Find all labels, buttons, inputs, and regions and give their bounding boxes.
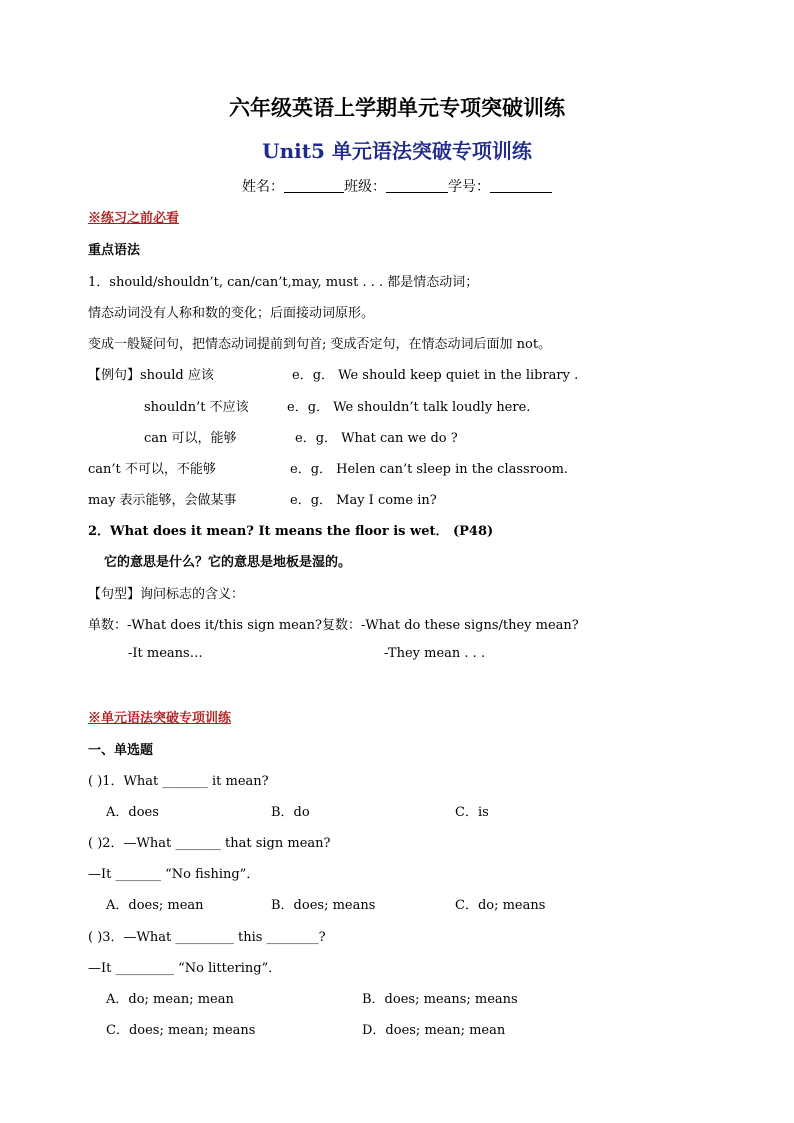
example-sentence: e．g． We should keep quiet in the library . <box>292 368 579 383</box>
page-subtitle: Unit5 单元语法突破专项训练 <box>262 139 532 163</box>
question-2: ( )2．—What _______ that sign mean? <box>88 836 331 851</box>
q1-option-b[interactable]: B．do <box>271 805 310 820</box>
plural-question: 复数：-What do these signs/they mean? <box>322 618 579 633</box>
example-word: shouldn’t 不应该 <box>144 400 249 415</box>
q3-option-b[interactable]: B．does; means; means <box>362 992 518 1007</box>
example-sentence: e．g． Helen can’t sleep in the classroom. <box>290 462 569 477</box>
grammar-line-1: 1．should/shouldn’t, can/can’t,may, must . . . 都是情态动词； <box>88 275 479 290</box>
singular-question: 单数：-What does it/this sign mean? <box>88 618 322 633</box>
question-1: ( )1．What _______ it mean? <box>88 774 269 789</box>
q2-option-b[interactable]: B．does; means <box>271 898 376 913</box>
example-word: can’t 不可以，不能够 <box>88 462 216 477</box>
grammar-point-2-translation: 它的意思是什么？它的意思是地板是湿的。 <box>104 555 352 570</box>
sentence-pattern-heading: 【句型】询问标志的含义： <box>88 587 245 602</box>
q3-option-a[interactable]: A．do; mean; mean <box>106 992 234 1007</box>
example-word: can 可以，能够 <box>144 431 237 446</box>
question-2-line-2: —It _______ “No fishing”． <box>88 867 260 882</box>
name-blank[interactable] <box>284 178 344 193</box>
grammar-point-2: 2．What does it mean? It means the floor is wet． (P48) <box>88 524 494 539</box>
example-sentence: e．g． What can we do ? <box>295 431 458 446</box>
q1-option-a[interactable]: A．does <box>106 805 159 820</box>
singular-answer: -It means… <box>128 646 203 661</box>
q3-option-d[interactable]: D．does; mean; mean <box>362 1023 506 1038</box>
question-3-line-2: —It _________ “No littering”． <box>88 961 282 976</box>
grammar-line-3: 变成一般疑问句，把情态动词提前到句首; 变成否定句，在情态动词后面加 not。 <box>88 337 552 352</box>
page-title: 六年级英语上学期单元专项突破训练 <box>229 95 565 120</box>
grammar-line-2: 情态动词没有人称和数的变化；后面接动词原形。 <box>88 306 375 321</box>
plural-answer: -They mean . . . <box>384 646 486 661</box>
class-blank[interactable] <box>386 178 448 193</box>
q2-option-c[interactable]: C．do; means <box>455 898 546 913</box>
student-info-line <box>0 176 794 196</box>
example-sentence: e．g． We shouldn’t talk loudly here. <box>287 400 531 415</box>
name-label: 姓名： <box>242 179 284 195</box>
number-blank[interactable] <box>490 178 552 193</box>
number-label: 学号： <box>448 179 490 195</box>
q2-option-a[interactable]: A．does; mean <box>106 898 204 913</box>
q3-option-c[interactable]: C．does; mean; means <box>106 1023 256 1038</box>
q1-option-c[interactable]: C．is <box>455 805 489 820</box>
example-word: 【例句】should 应该 <box>88 368 214 383</box>
class-label: 班级： <box>344 179 386 195</box>
example-word: may 表示能够，会做某事 <box>88 493 237 508</box>
practice-heading: ※单元语法突破专项训练 <box>88 711 232 726</box>
example-sentence: e．g． May I come in? <box>290 493 437 508</box>
question-3: ( )3．—What _________ this ________? <box>88 930 326 945</box>
section-single-choice: 一、单选题 <box>88 743 154 758</box>
key-grammar-heading: 重点语法 <box>88 243 141 258</box>
notes-heading: ※练习之前必看 <box>88 211 180 226</box>
